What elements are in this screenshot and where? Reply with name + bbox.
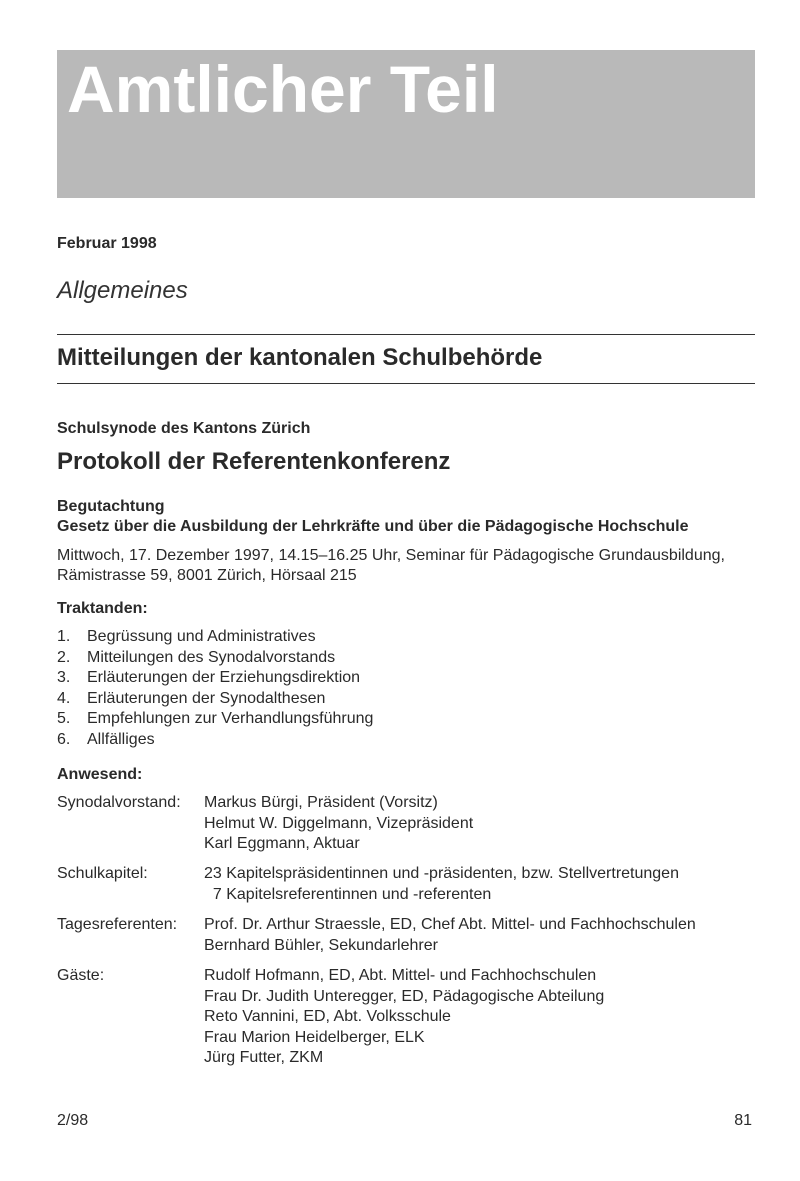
list-item: 1. Begrüssung und Administratives [57, 628, 316, 645]
attendees-label: Anwesend: [57, 766, 143, 783]
list-item: 6. Allfälliges [57, 730, 155, 748]
agenda-label: Traktanden: [57, 600, 148, 617]
subject-label: Begutachtung [57, 498, 165, 515]
attendee-names [204, 915, 696, 956]
issue-date: Februar 1998 [57, 235, 157, 252]
attendee-role: Tagesreferenten: [57, 916, 178, 933]
attendee-name: Jürg Futter, ZKM [204, 1049, 324, 1067]
list-item: 4. Erläuterungen der Synodalthesen [57, 689, 326, 707]
meeting-location: Rämistrasse 59, 8001 Zürich, Hörsaal 215 [57, 567, 357, 584]
attendee-names [204, 864, 679, 905]
meeting-datetime: Mittwoch, 17. Dezember 1997, 14.15–16.25 Uhr, Seminar für Pädagogische Grundausbildung, [57, 547, 725, 564]
list-item: 5. Empfehlungen zur Verhandlungsführung [57, 710, 374, 728]
meeting-info [57, 546, 725, 586]
attendee-name: Prof. Dr. Arthur Straessle, ED, Chef Abt. Mittel- und Fachhochschulen [204, 916, 696, 933]
page-heading: Mitteilungen der kantonalen Schulbehörde [57, 344, 543, 371]
list-item: 3. Erläuterungen der Erziehungsdirektion [57, 669, 361, 687]
attendee-name: Frau Dr. Judith Unteregger, ED, Pädagogische Abteilung [204, 987, 605, 1005]
divider-top [57, 334, 755, 335]
attendee-role: Gäste: [57, 967, 105, 984]
attendee-names [204, 966, 604, 1069]
attendee-group-tagesreferenten [57, 915, 696, 956]
divider-bottom [57, 383, 755, 384]
attendee-role: Schulkapitel: [57, 865, 148, 882]
issue-number: 2/98 [57, 1112, 89, 1129]
attendee-names [204, 793, 473, 855]
attendee-name: Helmut W. Diggelmann, Vizepräsident [204, 814, 474, 832]
protocol-title: Protokoll der Referentenkonferenz [57, 448, 451, 475]
list-item: 2. Mitteilungen des Synodalvorstands [57, 648, 336, 666]
attendee-role: Synodalvorstand: [57, 794, 181, 811]
organization-name: Schulsynode des Kantons Zürich [57, 420, 311, 437]
attendee-group-synodalvorstand [57, 793, 473, 855]
attendee-name: Karl Eggmann, Aktuar [204, 835, 360, 853]
header-banner [57, 50, 755, 198]
attendee-name: Frau Marion Heidelberger, ELK [204, 1028, 425, 1046]
attendee-name: 23 Kapitelspräsidentinnen und -präsidenten, bzw. Stellvertretungen [204, 865, 679, 882]
section-title: Allgemeines [57, 277, 188, 304]
attendee-group-schulkapitel [57, 864, 679, 905]
attendee-name: 7 Kapitelsreferentinnen und -referenten [204, 885, 492, 903]
subject-title: Gesetz über die Ausbildung der Lehrkräfte und über die Pädagogische Hochschule [57, 518, 689, 535]
agenda-list [57, 627, 373, 751]
page-number: 81 [734, 1112, 752, 1129]
banner-title: Amtlicher Teil [67, 52, 499, 126]
attendee-group-gaeste [57, 966, 604, 1069]
attendee-name: Bernhard Bühler, Sekundarlehrer [204, 936, 438, 954]
attendee-name: Rudolf Hofmann, ED, Abt. Mittel- und Fachhochschulen [204, 967, 597, 984]
attendee-name: Reto Vannini, ED, Abt. Volksschule [204, 1008, 451, 1026]
attendee-name: Markus Bürgi, Präsident (Vorsitz) [204, 794, 438, 811]
